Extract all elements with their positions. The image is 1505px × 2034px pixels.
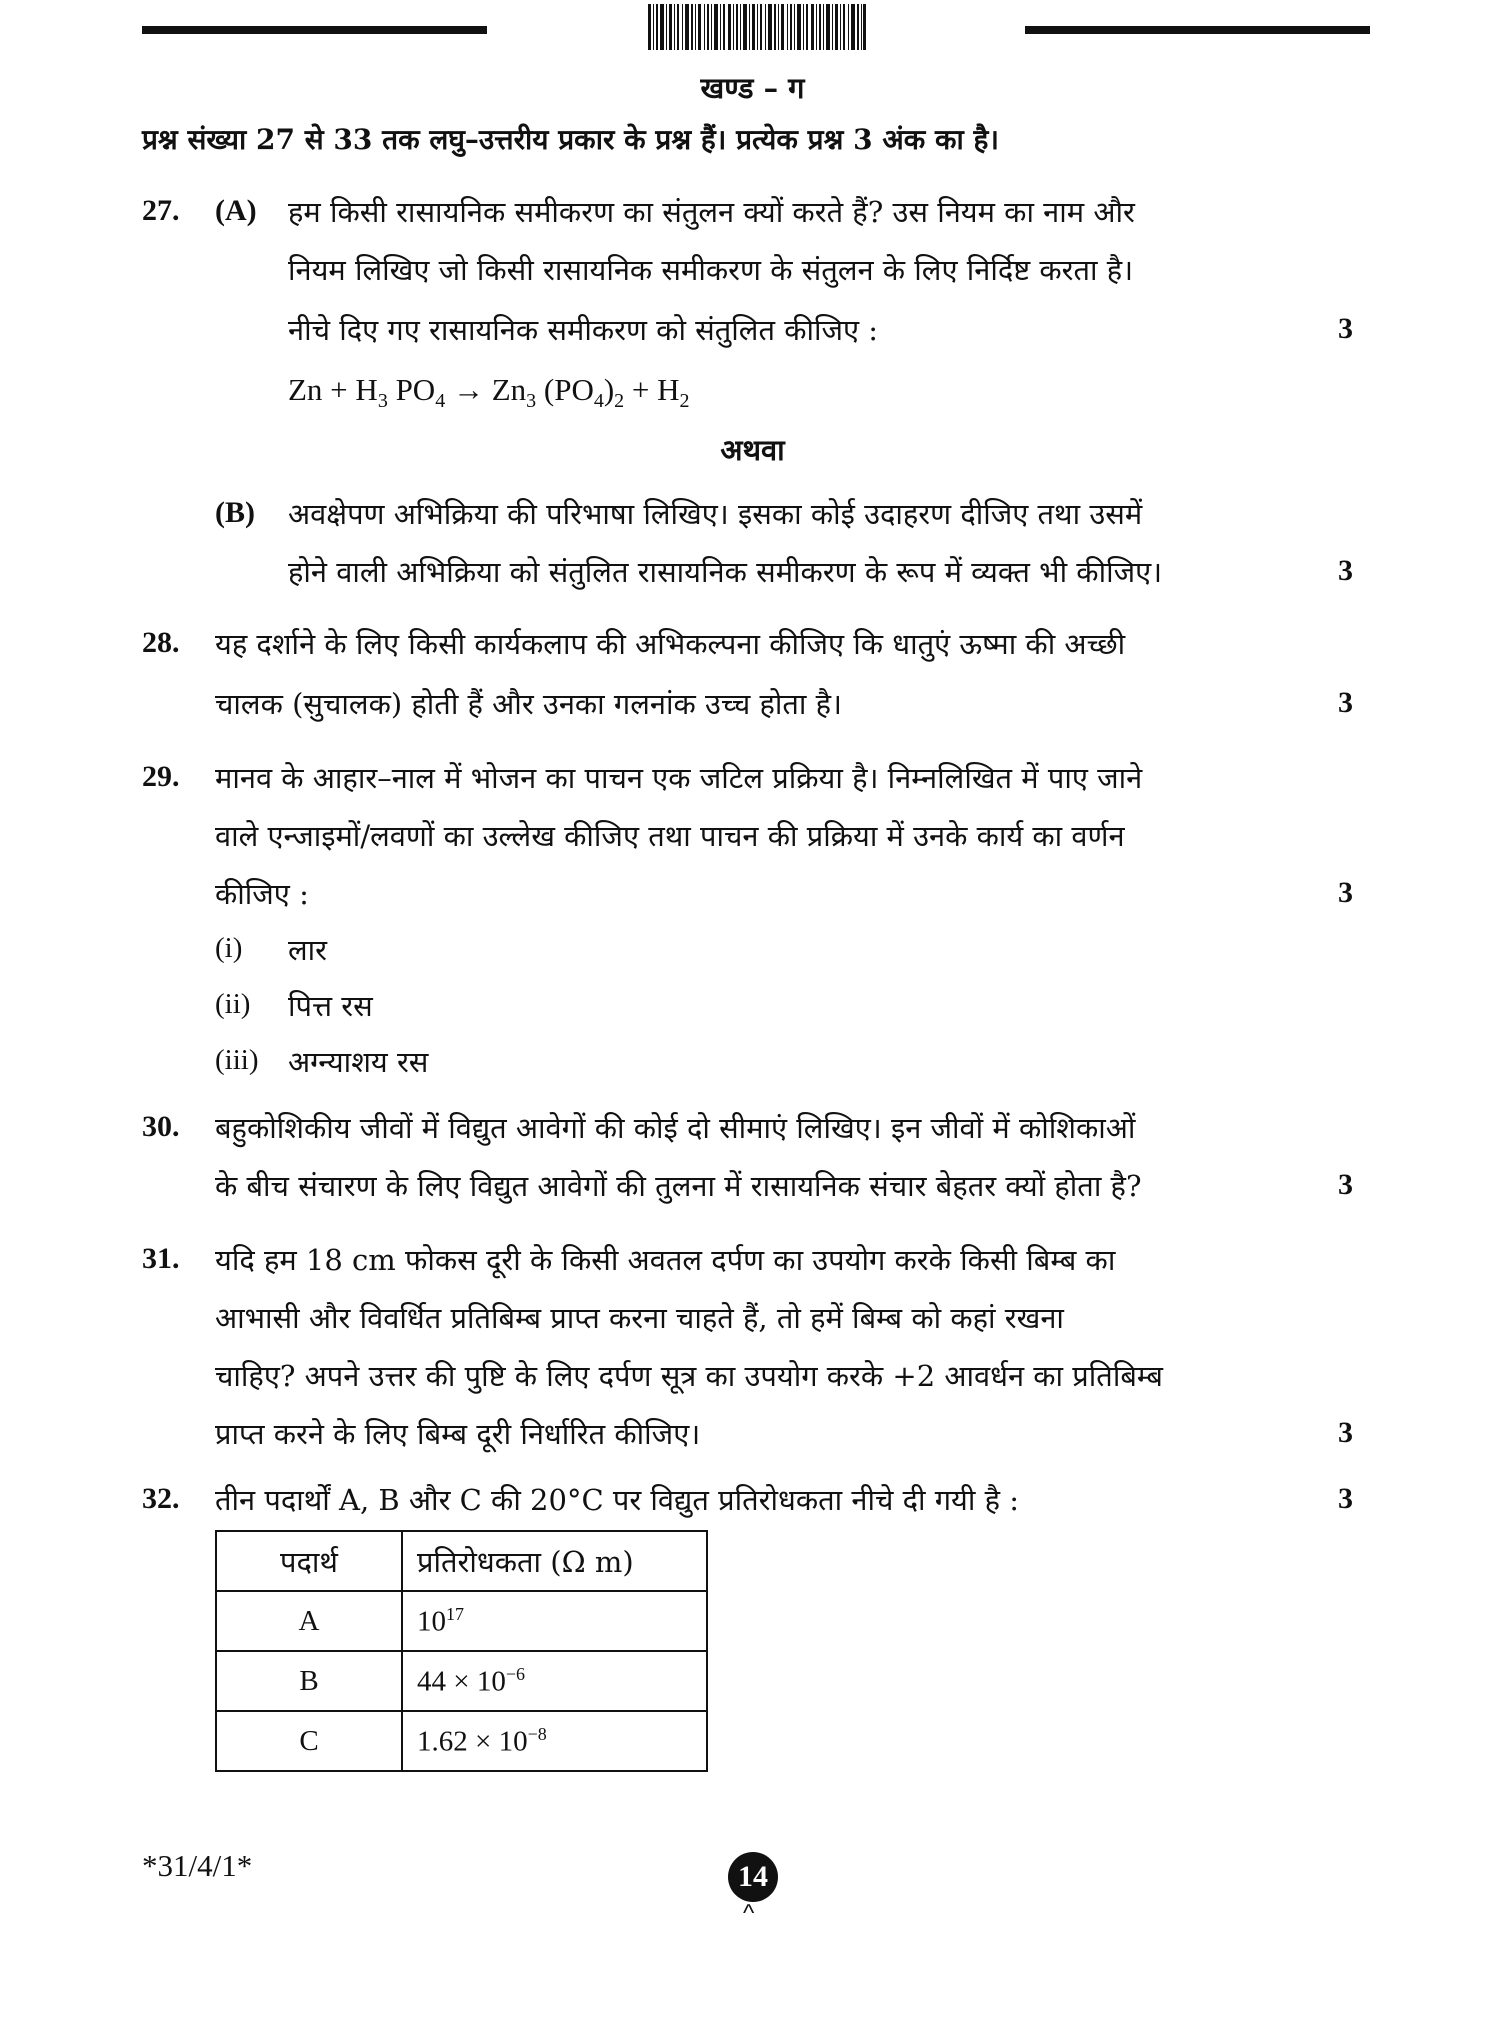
table-row bbox=[216, 1651, 707, 1711]
question-29-item-text: लार bbox=[288, 933, 328, 967]
question-27a-line-1: हम किसी रासायनिक समीकरण का संतुलन क्यों करते हैं? उस नियम का नाम और bbox=[288, 195, 1135, 229]
question-28-line-2: चालक (सुचालक) होती हैं और उनका गलनांक उच्च होता है। bbox=[215, 687, 843, 721]
question-30-line-1: बहुकोशिकीय जीवों में विद्युत आवेगों की कोई दो सीमाएं लिखिए। इन जीवों में कोशिकाओं bbox=[215, 1111, 1136, 1145]
top-rule-right bbox=[1025, 26, 1370, 34]
question-31-marks: 3 bbox=[1338, 1416, 1353, 1449]
question-29-item-text: अग्न्याशय रस bbox=[288, 1045, 429, 1079]
question-31-number: 31. bbox=[142, 1242, 180, 1275]
paper-code: *31/4/1* bbox=[142, 1848, 253, 1883]
question-31-line-2: आभासी और विवर्धित प्रतिबिम्ब प्राप्त करना चाहते हैं, तो हमें बिम्ब को कहां रखना bbox=[215, 1301, 1064, 1335]
question-30-number: 30. bbox=[142, 1110, 180, 1143]
question-27b-line-2: होने वाली अभिक्रिया को संतुलित रासायनिक समीकरण के रूप में व्यक्त भी कीजिए। bbox=[288, 555, 1163, 589]
question-29-line-2: वाले एन्जाइमों/लवणों का उल्लेख कीजिए तथा पाचन की प्रक्रिया में उनके कार्य का वर्णन bbox=[215, 819, 1125, 853]
table-cell-resistivity: $44 \times 10^{-6}$ bbox=[402, 1651, 707, 1711]
page-number-badge: 14 bbox=[728, 1852, 778, 1902]
question-32-marks: 3 bbox=[1338, 1482, 1353, 1515]
table-cell-substance: C bbox=[216, 1711, 402, 1771]
question-29-marks: 3 bbox=[1338, 876, 1353, 909]
top-rule-left bbox=[142, 26, 487, 34]
question-27a-line-2: नियम लिखिए जो किसी रासायनिक समीकरण के संतुलन के लिए निर्दिष्ट करता है। bbox=[288, 253, 1134, 287]
question-29-item-label: (i) bbox=[215, 932, 243, 964]
question-30-marks: 3 bbox=[1338, 1168, 1353, 1201]
question-27-option-b-label: (B) bbox=[215, 496, 255, 529]
question-29-item-label: (ii) bbox=[215, 988, 251, 1020]
question-32-number: 32. bbox=[142, 1482, 180, 1515]
table-cell-resistivity: $10^{17}$ bbox=[402, 1591, 707, 1651]
question-29-item-text: पित्त रस bbox=[288, 989, 373, 1023]
question-29-line-3: कीजिए : bbox=[215, 877, 309, 911]
resistivity-table bbox=[215, 1530, 708, 1772]
table-header-substance: पदार्थ bbox=[216, 1531, 402, 1591]
question-27b-line-1: अवक्षेपण अभिक्रिया की परिभाषा लिखिए। इसका कोई उदाहरण दीजिए तथा उसमें bbox=[288, 497, 1143, 531]
question-27-equation: $Zn + H_3$ $PO_4 \to Zn_3$ $(PO_4)_2 + H_2$ bbox=[288, 372, 690, 413]
question-29-line-1: मानव के आहार–नाल में भोजन का पाचन एक जटिल प्रक्रिया है। निम्नलिखित में पाए जाने bbox=[215, 761, 1143, 795]
table-header-row bbox=[216, 1531, 707, 1591]
caret-mark: ^ bbox=[743, 1900, 755, 1927]
question-27-number: 27. bbox=[142, 194, 180, 227]
table-cell-resistivity: $1.62 \times 10^{-8}$ bbox=[402, 1711, 707, 1771]
question-30-line-2: के बीच संचारण के लिए विद्युत आवेगों की तुलना में रासायनिक संचार बेहतर क्यों होता है? bbox=[215, 1169, 1142, 1203]
table-row bbox=[216, 1591, 707, 1651]
question-31-line-4: प्राप्त करने के लिए बिम्ब दूरी निर्धारित कीजिए। bbox=[215, 1417, 701, 1451]
question-32-line-1: तीन पदार्थों A, B और C की 20°C पर विद्युत प्रतिरोधकता नीचे दी गयी है : bbox=[215, 1483, 1019, 1517]
question-28-marks: 3 bbox=[1338, 686, 1353, 719]
question-27a-line-3: नीचे दिए गए रासायनिक समीकरण को संतुलित कीजिए : bbox=[288, 313, 879, 347]
table-cell-substance: A bbox=[216, 1591, 402, 1651]
question-29-number: 29. bbox=[142, 760, 180, 793]
section-title: खण्ड – ग bbox=[700, 71, 805, 105]
table-cell-substance: B bbox=[216, 1651, 402, 1711]
question-27-or: अथवा bbox=[720, 433, 785, 467]
question-29-item-label: (iii) bbox=[215, 1044, 259, 1076]
question-31-line-1: यदि हम 18 cm फोकस दूरी के किसी अवतल दर्पण का उपयोग करके किसी बिम्ब का bbox=[215, 1243, 1116, 1277]
barcode-image bbox=[648, 4, 866, 50]
table-row bbox=[216, 1711, 707, 1771]
question-31-line-3: चाहिए? अपने उत्तर की पुष्टि के लिए दर्पण सूत्र का उपयोग करके +2 आवर्धन का प्रतिबिम्ब bbox=[215, 1359, 1163, 1393]
question-27a-marks: 3 bbox=[1338, 312, 1353, 345]
question-27-option-a-label: (A) bbox=[215, 194, 257, 227]
question-28-number: 28. bbox=[142, 626, 180, 659]
section-instruction: प्रश्न संख्या 27 से 33 तक लघु–उत्तरीय प्रकार के प्रश्न हैं। प्रत्येक प्रश्न 3 अंक का है। bbox=[142, 123, 999, 156]
question-27b-marks: 3 bbox=[1338, 554, 1353, 587]
question-28-line-1: यह दर्शाने के लिए किसी कार्यकलाप की अभिकल्पना कीजिए कि धातुएं ऊष्मा की अच्छी bbox=[215, 627, 1126, 661]
table-header-resistivity: प्रतिरोधकता (Ω m) bbox=[402, 1531, 707, 1591]
